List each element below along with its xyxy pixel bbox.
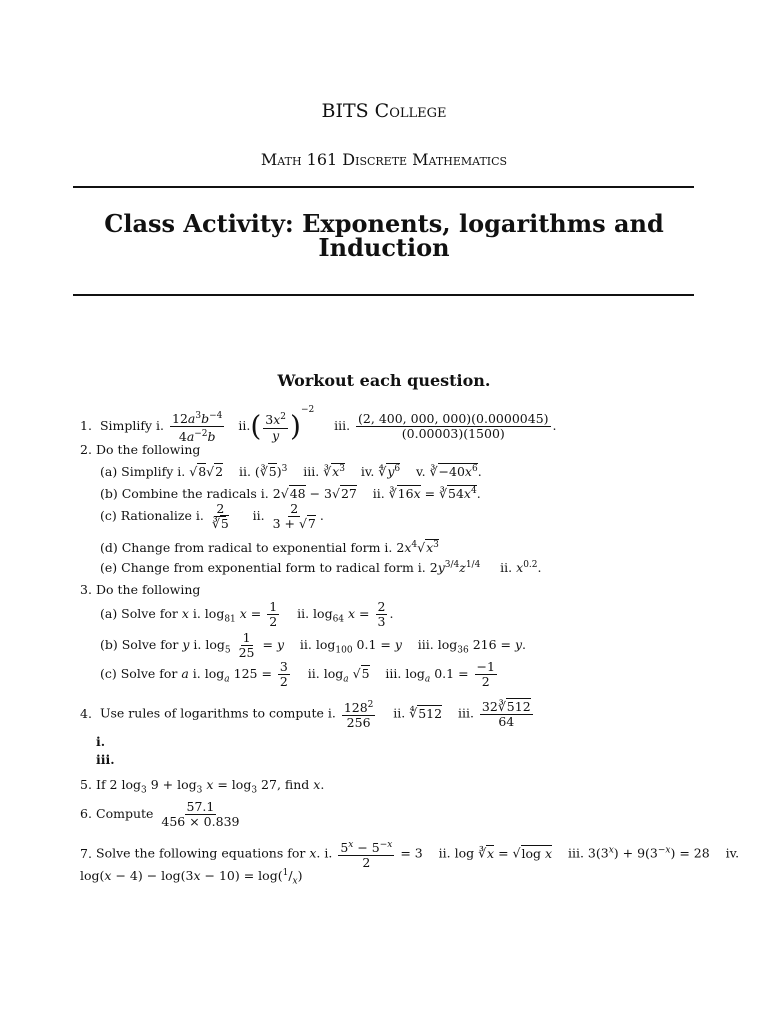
title-line-2: Induction (318, 233, 450, 262)
question-2e: (e) Change from exponential form to radical form i. $2y^{3/4}z^{1/4}$ ii. $x^{0.2}$. (100, 560, 542, 576)
question-1: 1. Simplify i. $\frac{12a^3b^{-4}}{4a^{-2}b}$ ii.( $\frac{3x^2}{y}$ )$^{-2}$ iii. $\frac{(2, 400, 000, 000)(0.0000045)}{(0.00003)(1500)}$ . (80, 405, 557, 445)
question-3a: (a) Solve for x i. $\log_{81} x$ = $\frac{1}{2}$ ii. $\log_{64} x$ = $\frac{2}{3}$ . (100, 599, 394, 629)
question-3c: (c) Solve for a i. $\log_a 125$ = $\frac{3}{2}$ ii. $\log_a √5$ iii. $\log_a 0.1$ = $\frac{-1}{2}$ (100, 659, 495, 689)
question-2b: (b) Combine the radicals i. 2√48 − 3√27 ii. ∛16x = $∛54x^4$. (100, 486, 481, 502)
title-line-1: Class Activity: Exponents, logarithms and (104, 209, 664, 238)
question-3b: (b) Solve for y i. $\log_5$ $\frac{1}{25}$ = y ii. $\log_{100} 0.1 = y$ iii. $\log_{36} 216 = y$. (100, 630, 527, 660)
answer-iii: iii. (96, 752, 115, 767)
course-name: Math 161 Discrete Mathematics (260, 150, 508, 169)
answer-i: i. (96, 734, 106, 749)
instruction-heading: Workout each question. (277, 371, 491, 390)
bottom-rule (73, 294, 694, 296)
question-2: 2. Do the following (80, 442, 201, 457)
question-2c: (c) Rationalize i. $\frac{2}{∛5}$ ii. $\frac{2}{3 + √7}$ . (100, 501, 324, 531)
question-7-continued: $\log(x - 4) - \log(3x - 10) = \log(^1/_x)$ (80, 868, 303, 887)
question-7: 7. Solve the following equations for x. i. $\frac{5^x - 5^{-x}}{2}$ = 3 ii. log ∛x = √log x iii. $3(3^x) + 9(3^{-x}) = 28$ iv. (80, 840, 740, 871)
top-rule (73, 186, 694, 188)
question-5: 5. If 2 $\log_3 9 + \log_3 x = \log_3 27$, find x. (80, 777, 325, 796)
question-4: 4. Use rules of logarithms to compute i. $\frac{128^2}{256}$ ii. ∜512 iii. $\frac{32∛512}{64}$ (80, 698, 531, 731)
question-6: 6. Compute $\frac{57.1}{456 \times 0.839}$ (80, 799, 240, 829)
q1-fraction-i: $\frac{12a^3b^{-4}}{4a^{-2}b}$ (172, 410, 223, 445)
document-title (0, 209, 768, 262)
college-name: BITS College (321, 100, 447, 122)
question-3: 3. Do the following (80, 582, 201, 597)
question-2d: (d) Change from radical to exponential form i. $2x^4√x^3$ (100, 540, 439, 556)
question-2a: (a) Simplify i. √8√2 ii. (∛5)$^3$ iii. $∛x^3$ iv. $∜y^6$ v. $∛-40x^6$. (100, 464, 482, 480)
q1-fraction-iii: $\frac{(2, 400, 000, 000)(0.0000045)}{(0.00003)(1500)}$ (358, 411, 549, 441)
